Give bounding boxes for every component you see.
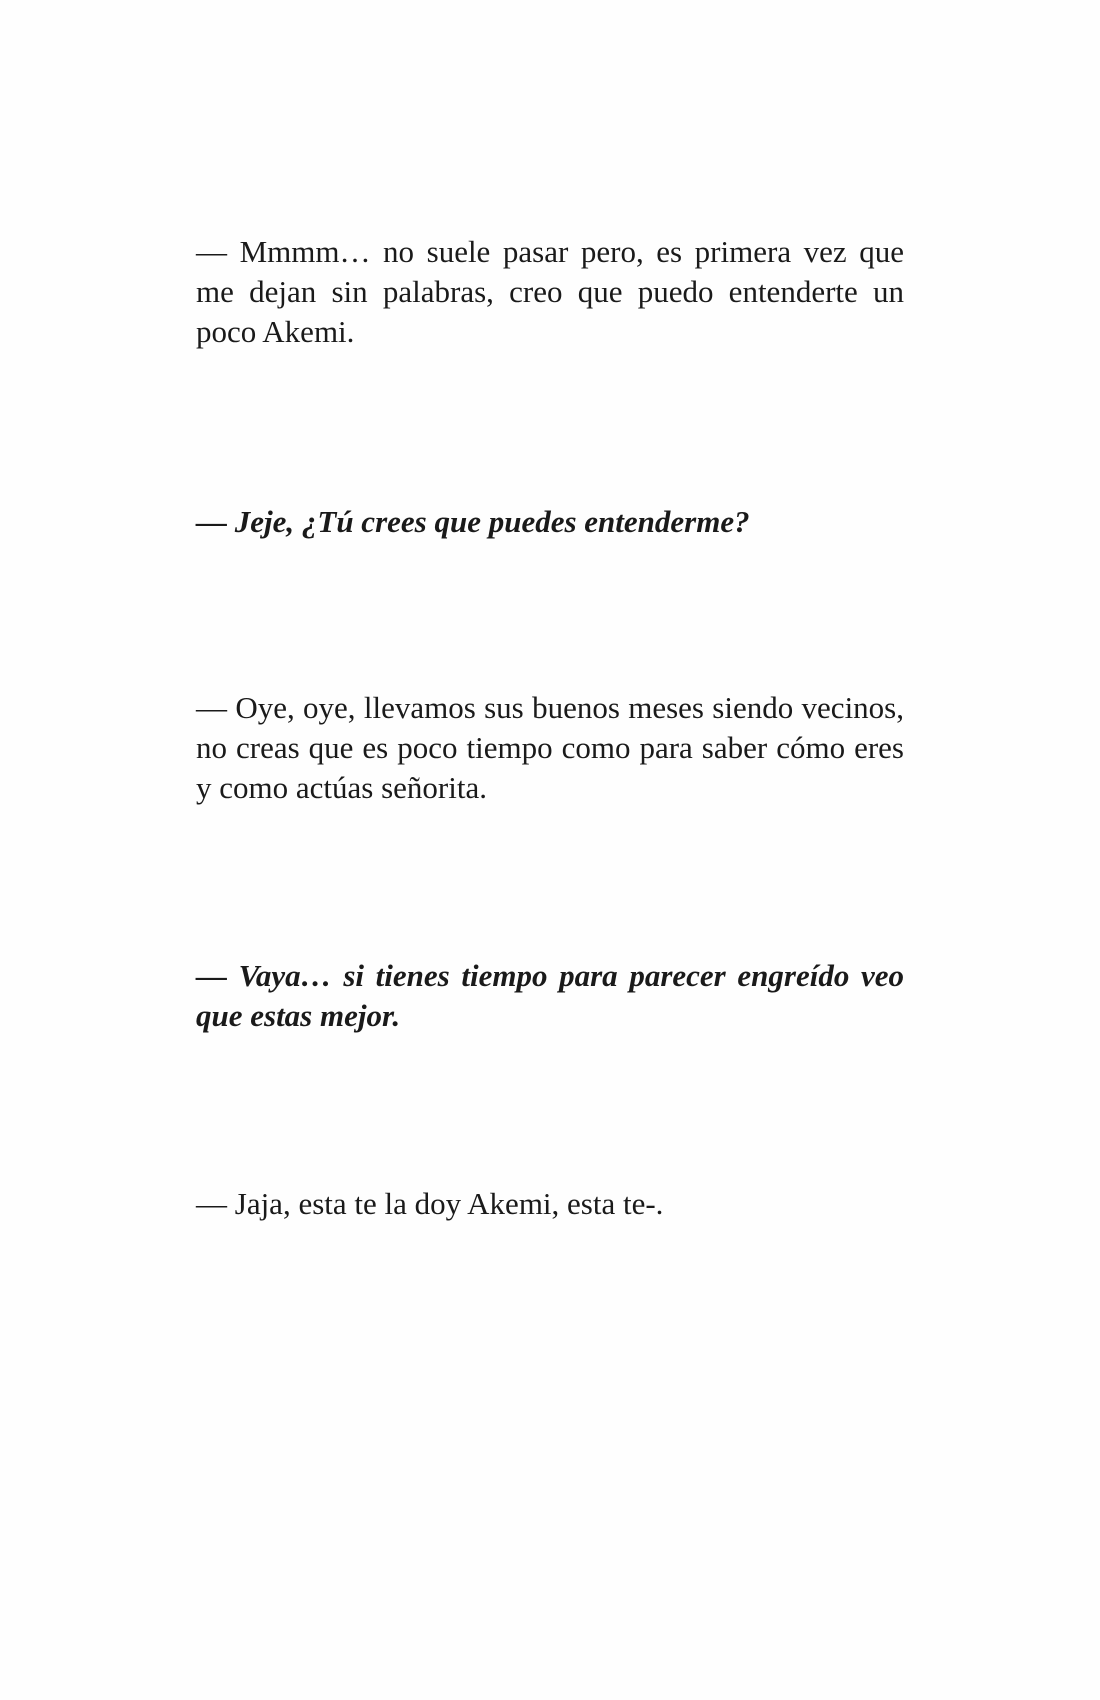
dialogue-line-5: — Jaja, esta te la doy Akemi, esta te-.	[196, 1186, 664, 1221]
dialogue-line-1: — Mmmm… no suele pasar pero, es primera vez que me dejan sin palabras, creo que puedo entenderte un poco Akemi.	[196, 234, 904, 349]
dialogue-line-3: — Oye, oye, llevamos sus buenos meses siendo vecinos, no creas que es poco tiempo como para saber cómo eres y como actúas señorita.	[196, 690, 904, 805]
dialogue-line-4: — Vaya… si tienes tiempo para parecer engreído veo que estas mejor.	[196, 958, 904, 1033]
dialogue-line-2: — Jeje, ¿Tú crees que puedes entenderme?	[196, 504, 750, 539]
